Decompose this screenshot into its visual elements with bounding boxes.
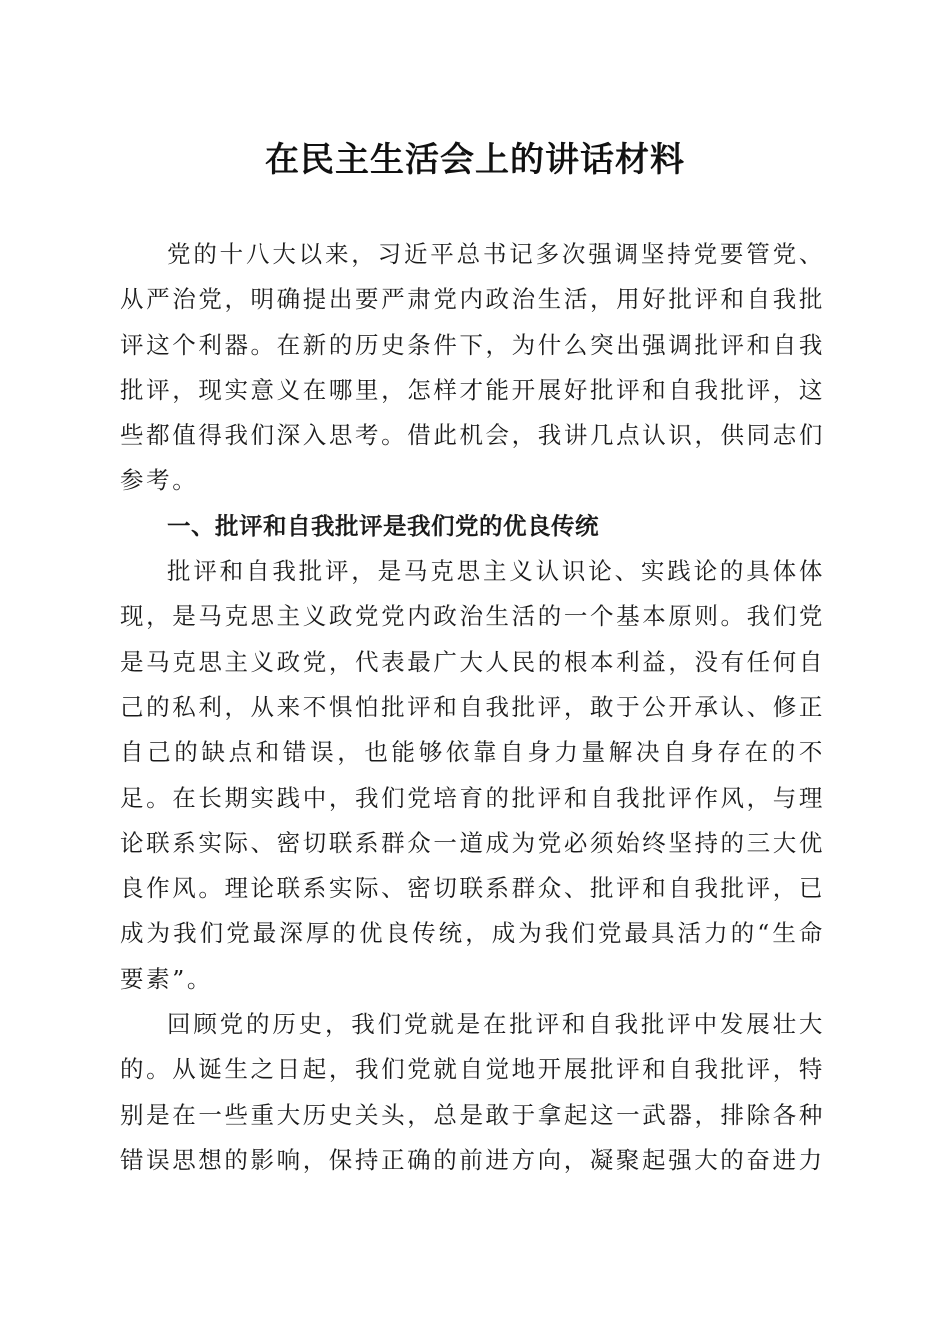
section-heading: 一、批评和自我批评是我们党的优良传统 [167, 511, 599, 540]
document-title: 在民主生活会上的讲话材料 [265, 140, 685, 180]
intro-paragraph: 党的十八大以来，习近平总书记多次强调坚持党要管党、从严治党，明确提出要严肃党内政治生活，用好批评和自我批评这个利器。在新的历史条件下，为什么突出强调批评和自我批评，现实意义在哪里，怎样才能开展好批评和自我批评，这些都值得我们深入思考。借此机会，我讲几点认识，供同志们参考。 [120, 240, 825, 495]
body-paragraph: 回顾党的历史，我们党就是在批评和自我批评中发展壮大的。从诞生之日起，我们党就自觉地开展批评和自我批评，特别是在一些重大历史关头，总是敢于拿起这一武器，排除各种错误思想的影响，保持正确的前进方向，凝聚起强大的奋进力 [120, 1010, 825, 1174]
body-paragraph: 批评和自我批评，是马克思主义认识论、实践论的具体体现，是马克思主义政党党内政治生活的一个基本原则。我们党是马克思主义政党，代表最广大人民的根本利益，没有任何自己的私利，从来不惧怕批评和自我批评，敢于公开承认、修正自己的缺点和错误，也能够依靠自身力量解决自身存在的不足。在长期实践中，我们党培育的批评和自我批评作风，与理论联系实际、密切联系群众一道成为党必须始终坚持的三大优良作风。理论联系实际、密切联系群众、批评和自我批评，已成为我们党最深厚的优良传统，成为我们党最具活力的“生命要素”。 [120, 557, 825, 993]
document-body [120, 232, 825, 1183]
